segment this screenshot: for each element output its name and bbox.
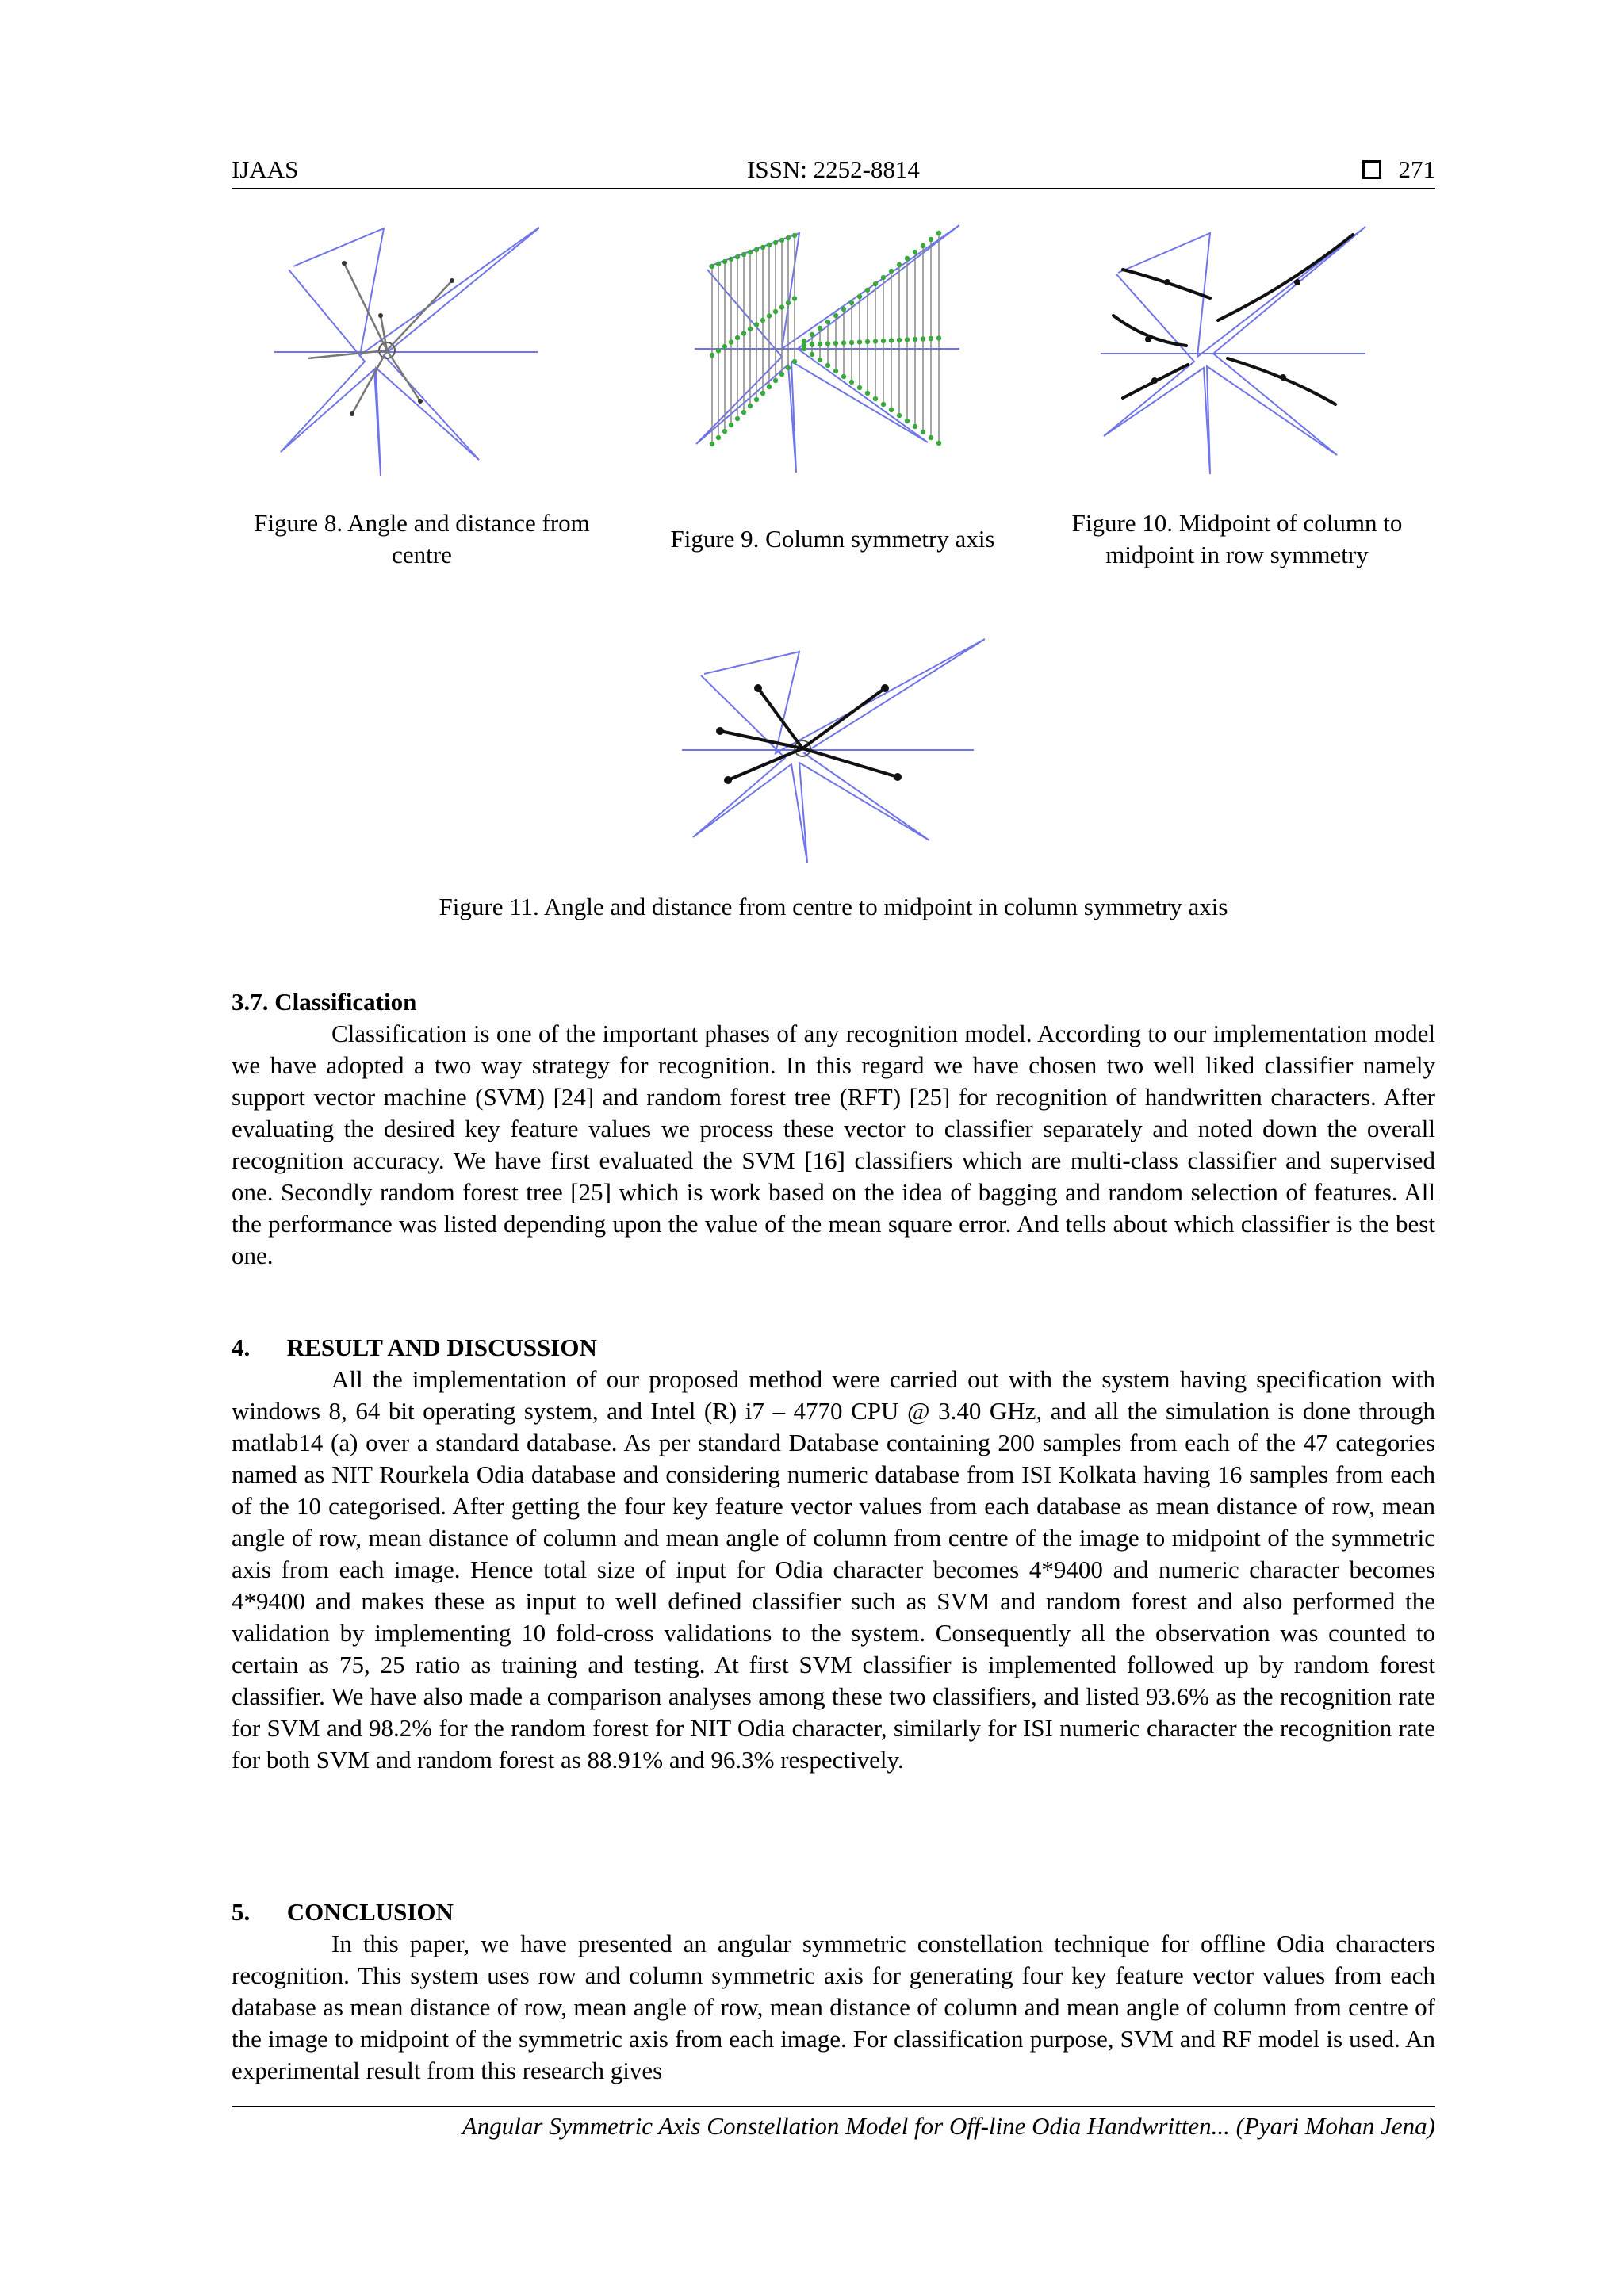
column-point — [881, 402, 886, 407]
column-point — [741, 331, 746, 335]
column-point — [818, 342, 822, 346]
column-point — [897, 338, 902, 342]
column-point — [865, 339, 870, 344]
column-point — [792, 359, 797, 364]
column-point — [729, 423, 733, 427]
paragraph: In this paper, we have presented an angular symmetric constellation technique for offline Odia characters recognition. This system uses row and column symmetric axis for generating four key feature vector values from each database as mean distance of row, mean angle of row, mean distance of column and mean angle of column from centre of the image to midpoint of the symmetric axis from each image. For classification purpose, SVM and RF model is used. An experimental result from this research gives — [232, 1930, 1435, 2084]
column-point — [849, 380, 854, 385]
column-point — [716, 435, 721, 440]
midpoint — [350, 411, 354, 416]
column-point — [913, 250, 917, 254]
column-point — [773, 240, 778, 245]
column-point — [936, 335, 941, 340]
midpoint — [724, 776, 732, 784]
column-point — [735, 254, 740, 259]
column-point — [767, 313, 772, 318]
column-point — [729, 339, 733, 344]
paragraph: Classification is one of the important phases of any recognition model. According to our implementation model we have adopted a two way strategy for recognition. In this regard we have chosen two well liked classifier namely support vector machine (SVM) [24] and random forest tree (RFT) [25] for recognition of handwritten characters. After evaluating the desired key feature values we process these vector to classifier separately and noted down the overall recognition accuracy. We have first evaluated the SVM [16] classifiers which are multi-class classifier and supervised one. Secondly random forest tree [25] which is work based on the idea of bagging and random selection of features. All the performance was listed depending upon the value of the mean square error. And tells about which classifier is the best one. — [232, 1020, 1435, 1269]
figure-9 — [693, 222, 963, 476]
midpoint — [418, 399, 423, 404]
midpoint — [342, 261, 347, 266]
column-point — [735, 416, 740, 421]
column-point — [905, 256, 910, 261]
page-number-block — [1362, 155, 1436, 184]
column-point — [773, 309, 778, 314]
column-point — [779, 238, 784, 243]
column-point — [802, 346, 806, 351]
midpoint — [716, 727, 724, 735]
symmetry-curve — [1228, 358, 1335, 404]
midpoint — [881, 684, 889, 692]
column-point — [729, 257, 733, 262]
column-point — [786, 365, 791, 370]
figure-11-caption: Figure 11. Angle and distance from centre to midpoint in column symmetry axis — [439, 893, 1228, 920]
running-footer: Angular Symmetric Axis Constellation Model for Off-line Odia Handwritten... (Pyari Mohan Jena) — [462, 2112, 1435, 2140]
distance-line — [352, 350, 387, 414]
column-point — [841, 374, 846, 379]
column-point — [833, 369, 838, 373]
column-point — [929, 336, 933, 341]
column-point — [779, 372, 784, 377]
column-point — [936, 441, 941, 446]
section-title: 4. RESULT AND DISCUSSION — [232, 1334, 597, 1361]
column-point — [760, 318, 765, 323]
column-point — [786, 235, 791, 240]
column-point — [754, 322, 759, 327]
column-point — [818, 326, 822, 331]
midpoint — [1151, 377, 1158, 384]
column-point — [913, 337, 917, 342]
midpoint — [1164, 279, 1170, 285]
square-bullet-icon — [1362, 160, 1381, 179]
section-conclusion — [232, 1896, 1435, 2087]
column-point — [786, 300, 791, 305]
character-outline — [281, 225, 539, 476]
column-point — [710, 442, 714, 446]
column-point — [825, 341, 830, 346]
column-point — [748, 327, 753, 331]
column-point — [913, 424, 917, 429]
column-point — [825, 320, 830, 324]
distance-line — [802, 688, 885, 748]
column-point — [825, 363, 830, 368]
column-point — [818, 358, 822, 362]
midpoint — [754, 684, 762, 692]
column-point — [865, 391, 870, 396]
column-point — [929, 435, 933, 440]
midpoint-row-symmetry-icon — [1099, 222, 1369, 476]
column-point — [716, 348, 721, 353]
column-point — [889, 269, 894, 274]
column-point — [754, 247, 759, 252]
column-point — [936, 231, 941, 235]
column-point — [710, 264, 714, 269]
constellation-angle-distance-icon — [273, 222, 539, 476]
column-point — [710, 353, 714, 358]
figure-11 — [680, 634, 990, 864]
column-point — [741, 252, 746, 257]
column-point — [810, 352, 814, 357]
column-point — [841, 307, 846, 312]
column-point — [873, 281, 878, 286]
midpoint — [894, 773, 902, 781]
column-point — [741, 410, 746, 415]
paragraph: All the implementation of our proposed method were carried out with the system having specification with windows 8, 64 bit operating system, and Intel (R) i7 – 4770 CPU @ 3.40 GHz, and all the simulation is done through matlab14 (a) over a standard database. As per standard Database containing 200 samples from each of the 47 categories named as NIT Rourkela Odia database and considering numeric database from ISI Kolkata having 16 samples from each of the 10 categorised. After getting the four key feature vector values from each database as mean distance of row, mean angle of row, mean distance of column and mean angle of column from centre of the image to midpoint of the symmetric axis from each image. Hence total size of input for Odia character becomes 4*9400 and numeric character becomes 4*9400 and makes these as input to well defined classifier such as SVM and random forest and also performed the validation by implementing 10 fold-cross validations to the system. Consequently all the observation was counted to certain as 75, 25 ratio as training and testing. At first SVM classifier is implemented followed up by random forest classifier. We have also made a comparison analyses among these two classifiers, and listed 93.6% as the recognition rate for SVM and 98.2% for the random forest for NIT Odia character, similarly for ISI numeric character the recognition rate for both SVM and random forest as 88.91% and 96.3% respectively. — [232, 1365, 1435, 1774]
column-point — [849, 340, 854, 345]
column-point — [873, 339, 878, 343]
section-title: 5. CONCLUSION — [232, 1898, 454, 1926]
column-point — [833, 341, 838, 346]
column-point — [889, 408, 894, 412]
column-point — [833, 313, 838, 318]
column-symmetry-axis-icon — [693, 222, 963, 476]
column-point — [929, 237, 933, 242]
column-point — [857, 294, 862, 299]
column-point — [810, 332, 814, 337]
journal-name: IJAAS — [232, 155, 299, 183]
column-point — [767, 385, 772, 389]
column-point — [760, 391, 765, 396]
midpoint — [1145, 336, 1151, 342]
column-point — [873, 396, 878, 401]
section-result-discussion — [232, 1332, 1435, 1776]
column-point — [810, 342, 814, 346]
issn: ISSN: 2252-8814 — [747, 155, 920, 183]
figure-10 — [1099, 222, 1369, 476]
header-rule — [232, 188, 1435, 189]
column-point — [722, 344, 727, 349]
midpoint — [1294, 279, 1300, 285]
column-point — [748, 404, 753, 408]
distance-line — [344, 263, 387, 350]
column-point — [722, 259, 727, 264]
column-point — [857, 385, 862, 390]
column-point — [754, 397, 759, 402]
midpoint — [378, 313, 383, 318]
column-point — [889, 338, 894, 342]
footer-rule — [232, 2106, 1435, 2107]
figure-10-caption: Figure 10. Midpoint of column to midpoint in row symmetry — [1071, 509, 1403, 568]
section-title: 3.7. Classification — [232, 988, 417, 1016]
running-header — [232, 155, 1435, 189]
column-point — [722, 429, 727, 434]
column-point — [735, 335, 740, 340]
column-point — [841, 340, 846, 345]
column-point — [921, 336, 925, 341]
column-point — [849, 300, 854, 305]
column-point — [897, 262, 902, 267]
character-outline — [1104, 227, 1365, 474]
figure-8 — [273, 222, 539, 476]
figure-8-caption: Figure 8. Angle and distance from centre — [254, 509, 590, 568]
midpoint — [1280, 374, 1286, 381]
column-point — [881, 339, 886, 343]
section-classification — [232, 986, 1435, 1272]
column-point — [773, 378, 778, 383]
column-point — [857, 339, 862, 344]
column-point — [897, 413, 902, 418]
figure-9-caption: Figure 9. Column symmetry axis — [670, 525, 995, 553]
column-point — [921, 243, 925, 248]
column-point — [767, 243, 772, 247]
page-number: 271 — [1398, 155, 1435, 183]
column-point — [881, 275, 886, 280]
column-point — [716, 262, 721, 266]
column-point — [865, 288, 870, 293]
column-point — [905, 337, 910, 342]
column-point — [905, 419, 910, 423]
column-point — [792, 233, 797, 238]
column-point — [921, 430, 925, 434]
midpoint — [450, 278, 454, 283]
column-point — [760, 245, 765, 250]
constellation-column-midpoint-icon — [680, 634, 990, 864]
distance-line — [387, 281, 452, 350]
symmetry-curve — [1218, 235, 1353, 320]
column-point — [792, 296, 797, 300]
column-point — [779, 304, 784, 309]
column-point — [748, 250, 753, 254]
